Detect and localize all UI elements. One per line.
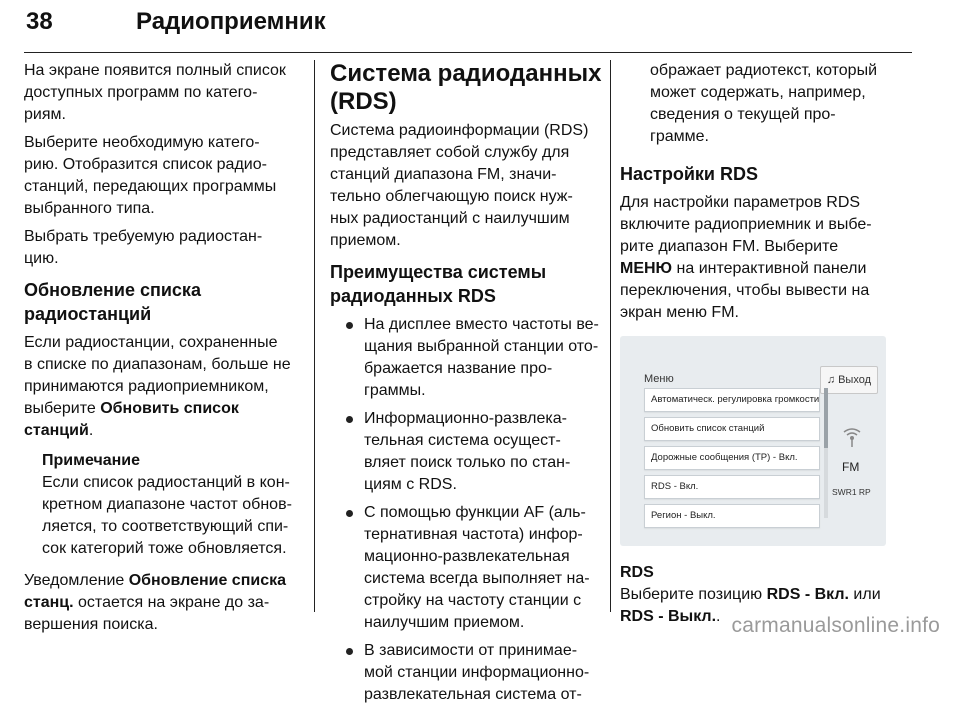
bullet-icon	[346, 648, 353, 655]
column-1	[24, 60, 298, 642]
heading-rds-settings: Настройки RDS	[620, 164, 758, 184]
exit-button[interactable]: ♫ Выход	[820, 366, 878, 394]
menu-item-update-list[interactable]: Обновить список станций	[644, 417, 820, 441]
note-block: Примечание Если список радиостанций в кон- кретном диапазоне частот обнов- ляется, то соответствующий спи- сок категорий тоже обновляется.	[24, 450, 298, 560]
paragraph-rds-intro: Система радиоинформации (RDS) представляет собой службу для станций диапазона FM, значи- тельно облегчающую поиск нуж- ных радиостанций с наилучшим приемом.	[330, 122, 589, 249]
advantages-list	[330, 314, 602, 706]
column-2	[330, 60, 602, 712]
paragraph-select-station: Выбрать требуемую радиостан- цию.	[24, 228, 263, 267]
paragraph-rds-option: Выберите позицию RDS - Вкл. или RDS - Выкл..	[620, 586, 881, 625]
column-divider-2	[610, 60, 611, 612]
page-number: 38	[26, 8, 53, 35]
column-3	[620, 60, 890, 634]
heading-update-list: Обновление списка радиостанций	[24, 280, 201, 324]
watermark: carmanualsonline.info	[731, 614, 940, 637]
band-label: FM	[842, 460, 860, 474]
page-title: Радиоприемник	[136, 8, 326, 35]
heading-rds-option: RDS	[620, 564, 654, 581]
page-header	[24, 0, 912, 53]
heading-rds-advantages: Преимущества системы радиоданных RDS	[330, 262, 547, 306]
radio-antenna-icon	[840, 424, 864, 448]
paragraph-rds-settings: Для настройки параметров RDS включите радиоприемник и выбе- рите диапазон FM. Выберите МЕНЮ на интерактивной панели переключения, чтобы вывести на экран меню FM.	[620, 194, 872, 321]
bullet-icon	[346, 322, 353, 329]
fm-menu-screenshot	[620, 336, 886, 546]
menu-item-region[interactable]: Регион - Выкл.	[644, 504, 820, 528]
menu-item-auto-volume[interactable]: Автоматическ. регулировка громкости	[644, 388, 820, 412]
bullet-icon	[346, 510, 353, 517]
menu-item-traffic[interactable]: Дорожные сообщения (TP) - Вкл.	[644, 446, 820, 470]
column-divider-1	[314, 60, 315, 612]
station-name: SWR1 RP	[832, 487, 871, 497]
note-title: Примечание	[42, 452, 141, 469]
paragraph-update-list: Если радиостанции, сохраненные в списке по диапазонам, больше не принимаются радиоприемником, выберите Обновить список станций.	[24, 334, 291, 439]
bullet-icon	[346, 416, 353, 423]
list-item: Информационно-развлека- тельная система осущест- вляет поиск только по стан- циям с RDS.	[330, 408, 602, 496]
scrollbar[interactable]	[824, 388, 828, 518]
heading-rds: Система радиоданных (RDS)	[330, 60, 602, 115]
list-item: В зависимости от принимае- мой станции информационно- развлекательная система от-	[330, 640, 602, 706]
paragraph-select-category: Выберите необходимую катего- рию. Отобразится список радио- станций, передающих программы выбранного типа.	[24, 134, 277, 217]
menu-title: Меню	[644, 373, 674, 385]
paragraph-full-list: На экране появится полный список доступных программ по катего- риям.	[24, 62, 286, 123]
menu-list	[644, 388, 820, 533]
scrollbar-thumb[interactable]	[824, 388, 828, 448]
list-item: На дисплее вместо частоты ве- щания выбранной станции ото- бражается название про- граммы.	[330, 314, 602, 402]
list-item: С помощью функции AF (аль- тернативная частота) инфор- мационно-развлекательная система всегда выполняет на- стройку на частоту станции с наилучшим приемом.	[330, 502, 602, 634]
paragraph-notification: Уведомление Обновление списка станц. остается на экране до за- вершения поиска.	[24, 572, 287, 633]
menu-item-rds[interactable]: RDS - Вкл.	[644, 475, 820, 499]
music-note-icon: ♫	[826, 374, 836, 386]
paragraph-radiotext: ображает радиотекст, который может содержать, например, сведения о текущей про- грамме.	[650, 62, 877, 145]
